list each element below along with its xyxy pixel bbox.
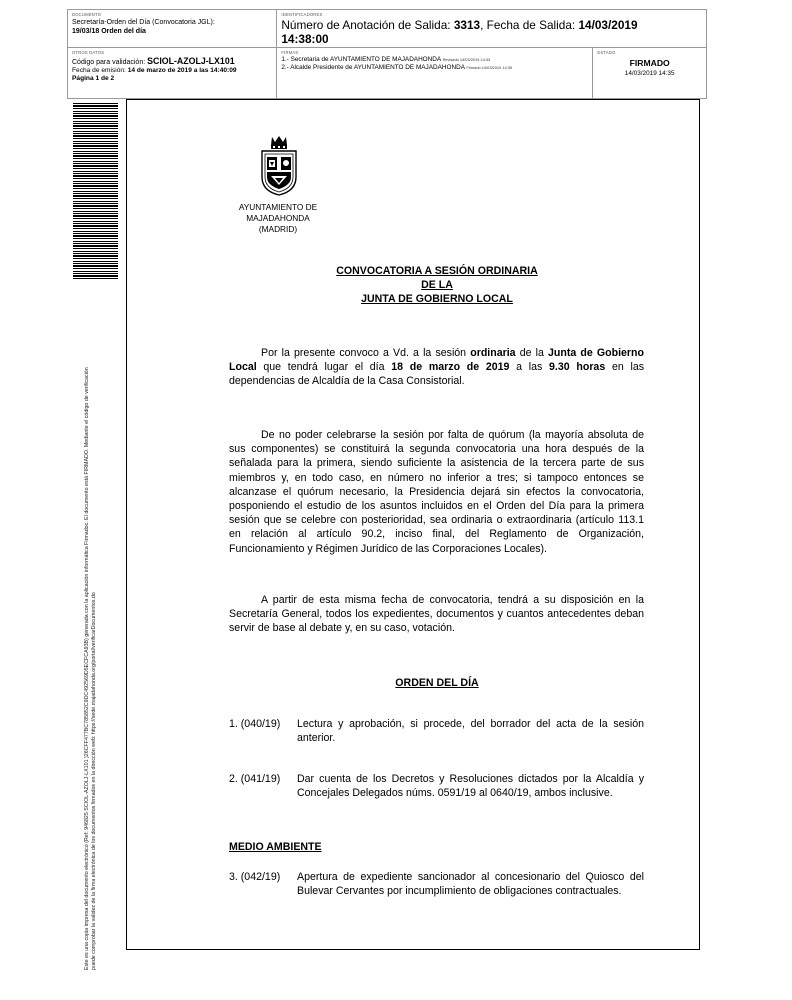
- paragraph-convocatoria: Por la presente convoco a Vd. a la sesión ordinaria de la Junta de Gobierno Local que tendrá lugar el día 18 de marzo de 2019 a las 9.30 horas en las dependencias de Alcaldía de la Casa Consistorial.: [229, 347, 645, 388]
- documento-bold: 19/03/18 Orden del día: [72, 28, 146, 35]
- estado-value: FIRMADO: [629, 58, 670, 68]
- agenda-item: [229, 772, 644, 800]
- firmas-cell: [276, 48, 592, 98]
- agenda-item-number: 3. (042/19): [229, 871, 281, 883]
- agenda-item: [229, 717, 644, 745]
- agenda-item-text: Lectura y aprobación, si procede, del borrador del acta de la sesión anterior.: [297, 718, 644, 745]
- identificadores-cell: [276, 10, 706, 47]
- estado-cell: [592, 48, 706, 98]
- document-title: CONVOCATORIA A SESIÓN ORDINARIA DE LA JUNTA DE GOBIERNO LOCAL: [336, 265, 538, 305]
- salida-line: Número de Anotación de Salida: 3313, Fecha de Salida: 14/03/2019: [281, 18, 638, 32]
- documento-text: Secretaría-Orden del Día (Convocatoria JGL):: [72, 19, 215, 26]
- signature-header: [67, 9, 707, 99]
- estado-label: ESTADO: [597, 50, 616, 55]
- agenda-item-text: Dar cuenta de los Decretos y Resoluciones dictados por la Alcaldía y Concejales Delegados núms. 0591/19 al 0640/19, ambos inclusive.: [297, 773, 644, 800]
- fecha-emision: Fecha de emisión: 14 de marzo de 2019 a las 14:40:09: [72, 67, 237, 74]
- coat-of-arms-icon: [257, 133, 301, 197]
- orden-del-dia-title: ORDEN DEL DÍA: [395, 677, 479, 689]
- firma-1: 1.- Secretaria de AYUNTAMIENTO DE MAJADAHONDA Revisado 14/03/2019 14:33: [281, 56, 491, 63]
- firmas-label: FIRMAS: [281, 50, 299, 55]
- verification-side-text: Este es una copia impresa del documento electrónico (Ref: 946825 SCIOL-AZOLJ-LX101 )26CFF477BC785852C9DC492569D5ECFCA93B) generada con la aplicación informática Firmadoc. El documento está FIRMADO. Mediante el código de verificación puede comprobar la validez de la firma electrónica de los documentos firmados en la dirección web: https://sede.majadahonda.org/portal/verificarDocumentos.do: [84, 367, 97, 970]
- pagina-number: Página 1 de 2: [72, 75, 115, 82]
- codigo-validacion: Código para validación: SCIOL-AZOLJ-LX101: [72, 56, 235, 66]
- estado-date: 14/03/2019 14:35: [624, 70, 675, 77]
- agenda-item: [229, 870, 644, 898]
- issuer-name: AYUNTAMIENTO DE MAJADAHONDA (MADRID): [238, 202, 318, 234]
- identificadores-label: IDENTIFICADORES: [281, 12, 323, 17]
- salida-hora: 14:38:00: [281, 32, 329, 46]
- agenda-item-text: Apertura de expediente sancionador al concesionario del Quiosco del Bulevar Cervantes por incumplimiento de obligaciones contractuales.: [297, 871, 644, 898]
- documento-label: DOCUMENTO: [72, 12, 102, 17]
- firma-2: 2.- Alcalde Presidente de AYUNTAMIENTO DE MAJADAHONDA Firmado 14/03/2019 14:35: [281, 64, 513, 71]
- paragraph-disposicion: A partir de esta misma fecha de convocatoria, tendrá a su disposición en la Secretaría General, todos los expedientes, documentos y cuantos antecedentes deban servir de base al debate y, en su caso, votación.: [229, 594, 644, 635]
- otros-datos-cell: [68, 48, 276, 98]
- agenda-item-number: 2. (041/19): [229, 773, 281, 785]
- otros-datos-label: OTROS DATOS: [72, 50, 105, 55]
- barcode: [73, 103, 118, 279]
- agenda-item-number: 1. (040/19): [229, 718, 281, 730]
- section-medio-ambiente: MEDIO AMBIENTE: [229, 841, 322, 853]
- documento-cell: [68, 10, 276, 47]
- paragraph-quorum: De no poder celebrarse la sesión por falta de quórum (la mayoría absoluta de sus componentes) se constituirá la segunda convocatoria una hora después de la señalada para la primera, siendo suficiente la asistencia de la tercera parte de sus miembros y, en todo caso, en número no inferior a tres; si tampoco entonces se alcanzase el quórum necesario, la Presidencia dejará sin efectos la convocatoria, posponiendo el estudio de los asuntos incluidos en el Orden del Día para la primera sesión que se celebre con posterioridad, sea ordinaria o extraordinaria (artículo 113.1 en relación al artículo 90.2, inciso final, del Reglamento de Organización, Funcionamiento y Régimen Jurídico de las Corporaciones Locales).: [229, 429, 644, 555]
